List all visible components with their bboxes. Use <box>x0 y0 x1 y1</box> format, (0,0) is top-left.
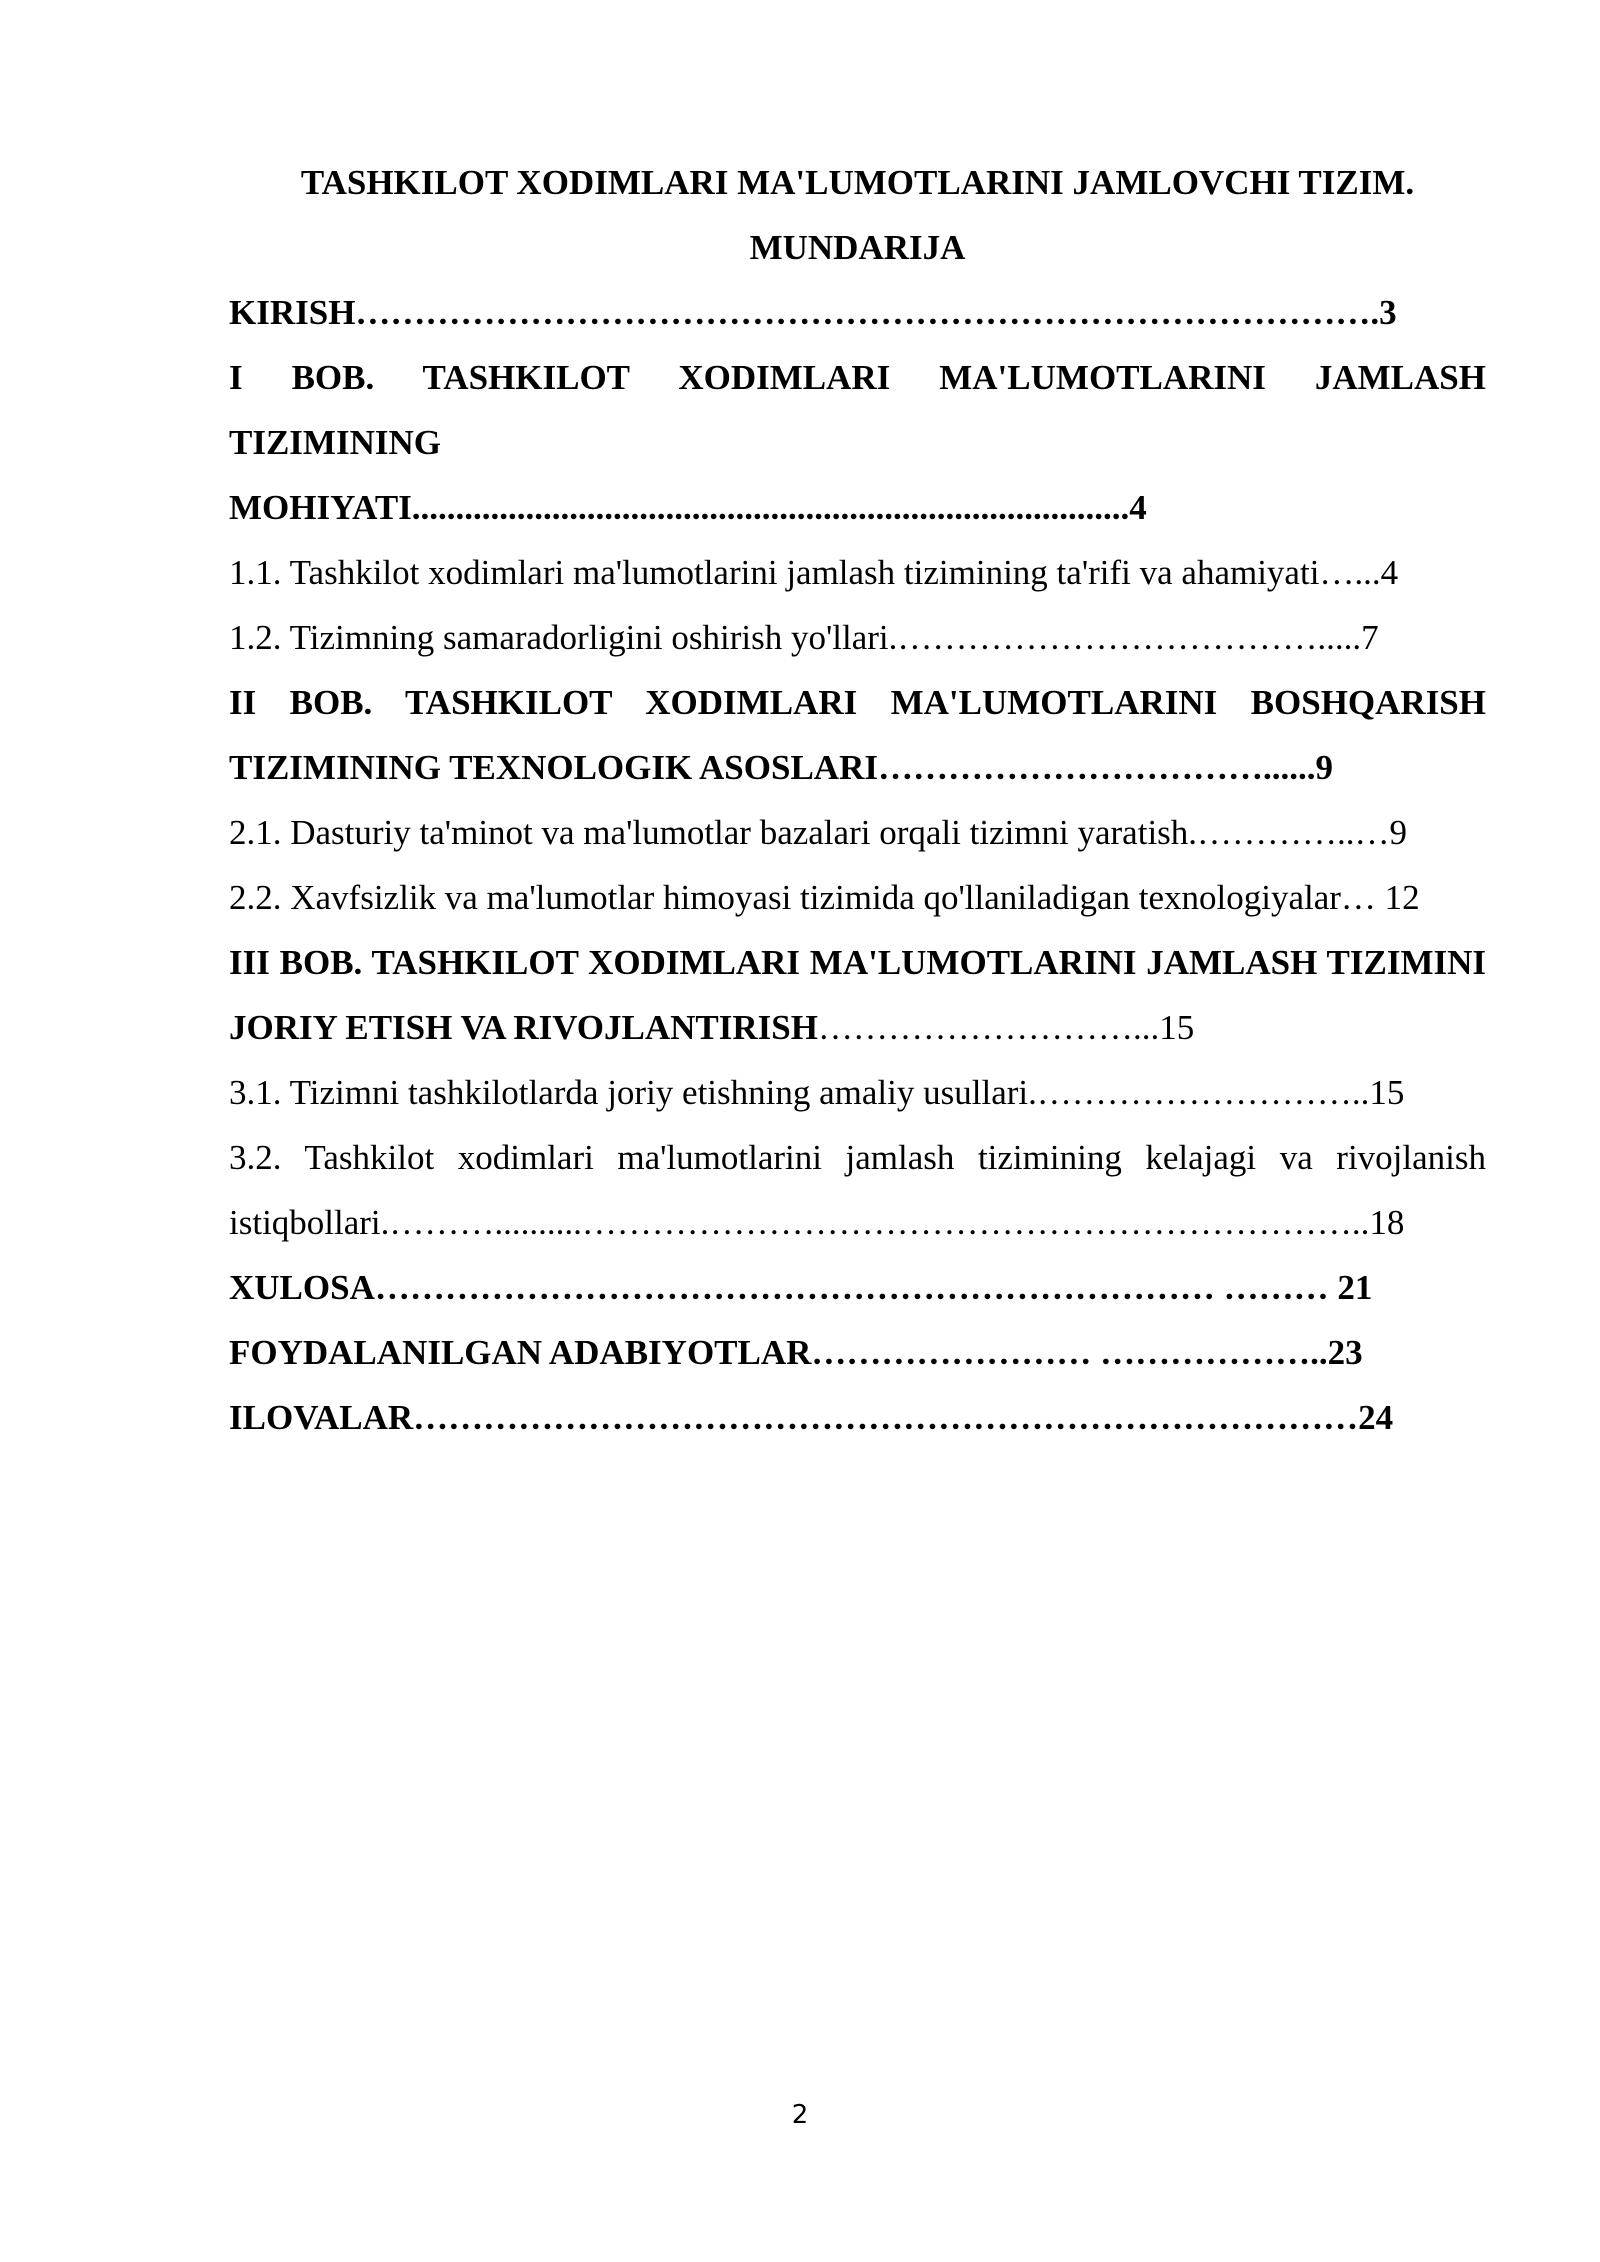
toc-entry-chapter-1[interactable]: I BOB. TASHKILOT XODIMLARI MA'LUMOTLARINI JAMLASH TIZIMINING <box>229 358 1486 462</box>
contents-heading: MUNDARIJA <box>749 228 966 267</box>
toc-entry-chapter-3-title: III BOB. TASHKILOT XODIMLARI MA'LUMOTLARINI JAMLASH TIZIMINI JORIY ETISH VA RIVOJLANTIRISH <box>229 943 1486 1047</box>
toc-entry-kirish[interactable]: KIRISH…………………………………………………………………………….3 <box>229 293 1397 332</box>
toc-entry-1-1[interactable]: 1.1. Tashkilot xodimlari ma'lumotlarini jamlash tizimining ta'rifi va ahamiyati…...4 <box>229 553 1399 592</box>
toc-entry-chapter-2[interactable]: II BOB. TASHKILOT XODIMLARI MA'LUMOTLARINI BOSHQARISH TIZIMINING TEXNOLOGIK ASOSLARI……………………………......9 <box>229 683 1486 787</box>
toc-entry-3-1[interactable]: 3.1. Tizimni tashkilotlarda joriy etishning amaliy usullari.………………………..15 <box>229 1073 1405 1112</box>
page-number: 2 <box>791 2100 809 2130</box>
toc-entry-xulosa[interactable]: XULOSA……………………………………………………………… ……… 21 <box>229 1268 1373 1307</box>
toc-entry-adabiyotlar[interactable]: FOYDALANILGAN ADABIYOTLAR…………………… ………………..23 <box>229 1333 1363 1372</box>
toc-entry-3-2[interactable]: 3.2. Tashkilot xodimlari ma'lumotlarini jamlash tizimining kelajagi va rivojlanish istiqbollari.………..........…………………………………………………………..18 <box>229 1138 1486 1242</box>
toc-entry-chapter-3[interactable] <box>229 930 1486 1060</box>
toc-entry-2-2[interactable]: 2.2. Xavfsizlik va ma'lumotlar himoyasi tizimida qo'llaniladigan texnologiyalar… 12 <box>229 878 1420 917</box>
document-title: TASHKILOT XODIMLARI MA'LUMOTLARINI JAMLOVCHI TIZIM. <box>300 163 1415 202</box>
toc-entry-chapter-3-leader: ………………………...15 <box>817 1008 1195 1047</box>
toc-entry-2-1[interactable]: 2.1. Dasturiy ta'minot va ma'lumotlar bazalari orqali tizimni yaratish.…………..…9 <box>229 813 1408 852</box>
toc-entry-ilovalar[interactable]: ILOVALAR………………………………………………………………………24 <box>229 1398 1394 1437</box>
table-of-contents <box>229 150 1486 1450</box>
toc-entry-chapter-1-cont[interactable]: MOHIYATI..................................................................................4 <box>229 488 1147 527</box>
toc-entry-1-2[interactable]: 1.2. Tizimning samaradorligini oshirish yo'llari.……………………………….....7 <box>229 618 1379 657</box>
